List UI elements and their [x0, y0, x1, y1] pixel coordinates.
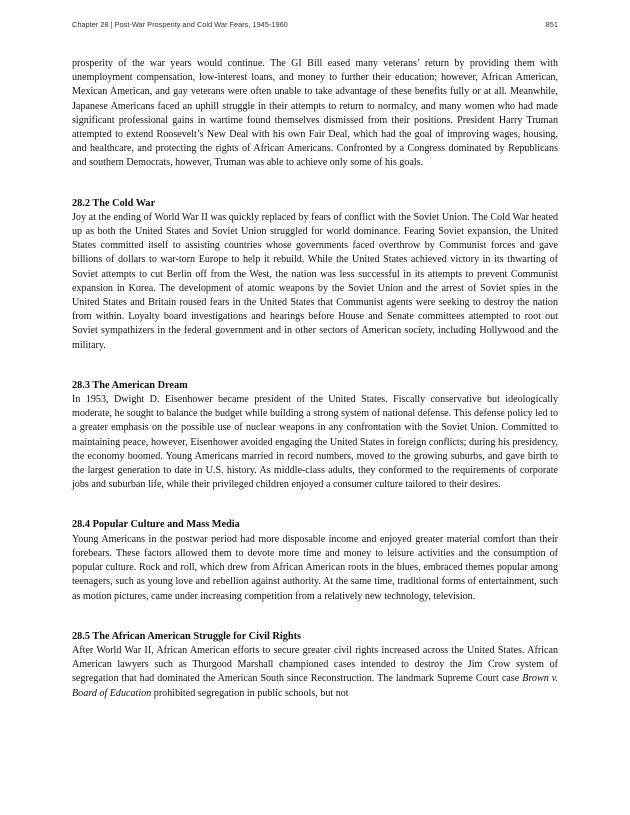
- paragraph-text-after: prohibited segregation in public schools, but not: [151, 687, 349, 699]
- section-popular-culture: [72, 518, 558, 603]
- section-heading: 28.2 The Cold War: [72, 197, 156, 209]
- body-text: [72, 57, 558, 701]
- section-paragraph: [72, 644, 558, 701]
- paragraph-text-before: After World War II, African American efforts to secure greater civil rights increased across the United States. African American lawyers such as Thurgood Marshall championed cases intended to destroy the Jim Crow system of segregation that had dominated the American South since Reconstruction. The landmark Supreme Court case: [72, 644, 558, 685]
- section-cold-war: [72, 197, 558, 353]
- chapter-title: Chapter 28 | Post-War Prosperity and Cold War Fears, 1945-1960: [72, 20, 288, 29]
- section-paragraph: Young Americans in the postwar period had more disposable income and enjoyed greater material comfort than their forebears. These factors allowed them to devote more time and money to leisure activities and the consumption of popular culture. Rock and roll, which drew from African American roots in the blues, embraced themes popular among teenagers, such as young love and rebellion against authority. At the same time, traditional forms of entertainment, such as motion pictures, came under increasing competition from a relatively new technology, television.: [72, 533, 558, 602]
- section-heading: 28.3 The American Dream: [72, 379, 188, 391]
- section-heading: 28.5 The African American Struggle for Civil Rights: [72, 630, 301, 642]
- section-american-dream: [72, 379, 558, 493]
- intro-paragraph: prosperity of the war years would continue. The GI Bill eased many veterans’ return by providing them with unemployment compensation, low-interest loans, and money to further their education; however, African American, Mexican American, and gay veterans were often unable to take advantage of these benefits fully or at all. Meanwhile, Japanese Americans faced an uphill struggle in their attempts to return to normalcy, and many women who had made significant professional gains in wartime found themselves dismissed from their positions. President Harry Truman attempted to extend Roosevelt’s New Deal with his own Fair Deal, which had the goal of improving wages, housing, and healthcare, and protecting the rights of African Americans. Confronted by a Congress dominated by Republicans and southern Democrats, however, Truman was able to achieve only some of his goals.: [72, 58, 558, 169]
- section-paragraph: In 1953, Dwight D. Eisenhower became president of the United States. Fiscally conservative but ideologically moderate, he sought to balance the budget while building a strong system of national defense. This defense policy led to a greater emphasis on the possible use of nuclear weapons in any confrontation with the Soviet Union. Committed to maintaining peace, however, Eisenhower avoided engaging the United States in foreign conflicts; during his presidency, the economy boomed. Young Americans married in record numbers, moved to the growing suburbs, and gave birth to the largest generation to date in U.S. history. As middle-class adults, they conformed to the requirements of corporate jobs and suburban life, while their privileged children enjoyed a consumer culture tailored to their desires.: [72, 394, 558, 491]
- section-heading: 28.4 Popular Culture and Mass Media: [72, 519, 240, 531]
- running-header: [72, 20, 558, 34]
- case-name: Brown v. Board of Education: [72, 673, 559, 699]
- section-civil-rights: [72, 630, 558, 701]
- page-number: 851: [545, 20, 558, 29]
- section-paragraph: Joy at the ending of World War II was quickly replaced by fears of conflict with the Soviet Union. The Cold War heated up as both the United States and Soviet Union struggled for world dominance. Fearing Soviet expansion, the United States committed itself to assisting countries whose governments faced overthrow by Communist forces and gave billions of dollars to war-torn Europe to help it rebuild. While the United States achieved victory in its thwarting of Soviet attempts to cut Berlin off from the West, the nation was less successful in its attempts to prevent Communist expansion in Korea. The development of atomic weapons by the Soviet Union and the arrest of Soviet spies in the United States and Britain roused fears in the United States that Communist agents were seeking to destroy the nation from within. Loyalty board investigations and hearings before House and Senate committees attempted to root out Soviet sympathizers in the federal government and in other sectors of American society, including Hollywood and the military.: [72, 211, 558, 351]
